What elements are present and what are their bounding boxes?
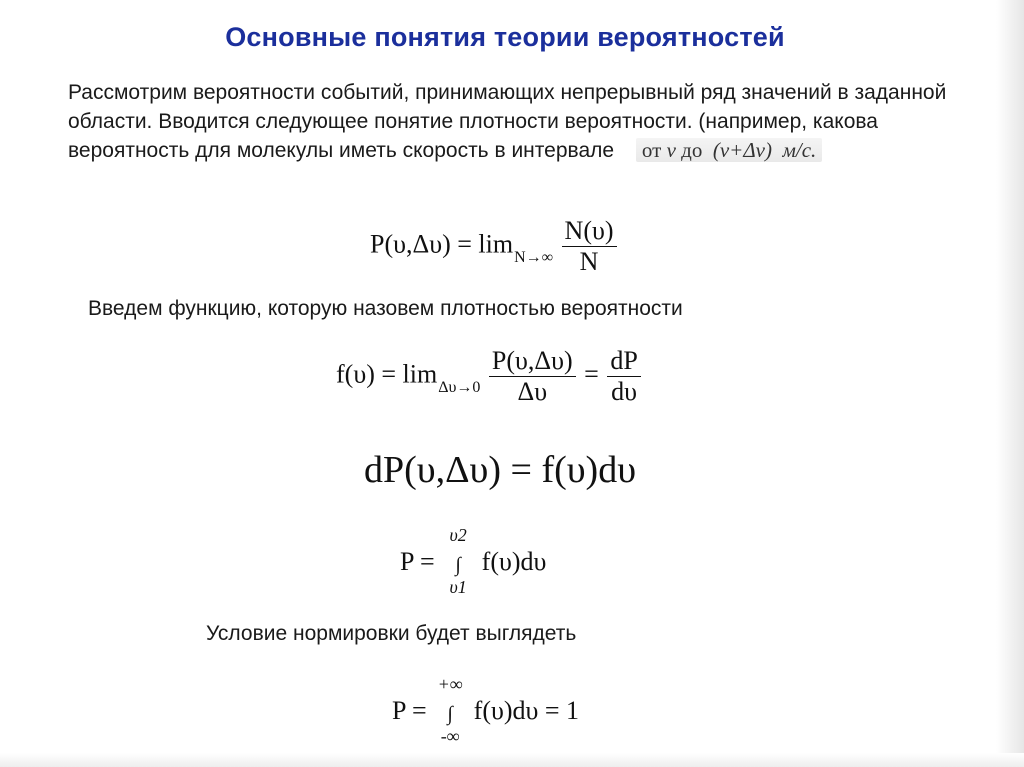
f2-num2: dP: [607, 346, 640, 377]
f5-integral-symbol: ∫: [447, 703, 453, 725]
differential-formula: dP(υ,Δυ) = f(υ)dυ: [364, 449, 637, 491]
intro-paragraph: [68, 79, 968, 166]
f2-fraction-1: [489, 346, 576, 407]
f2-num1: P(υ,Δυ): [489, 346, 576, 377]
f5-lower-limit: -∞: [440, 726, 460, 746]
f4-integral-symbol: ∫: [455, 554, 461, 576]
integral-formula: [400, 527, 546, 601]
f4-lower-limit: υ1: [449, 577, 467, 597]
f4-lhs: P =: [400, 546, 435, 576]
f1-fraction: [562, 216, 617, 277]
f2-den2: dυ: [611, 377, 637, 406]
range-to: до: [681, 138, 703, 163]
range-v: v: [666, 138, 676, 163]
f1-numerator: N(υ): [562, 216, 617, 247]
f2-fraction-2: [607, 346, 640, 407]
f5-upper-limit: +∞: [437, 674, 463, 694]
normalization-formula: [392, 676, 579, 750]
f2-limit-sub: Δυ→0: [438, 379, 481, 397]
f2-equals: =: [584, 359, 599, 389]
function-intro: Введем функцию, которую назовем плотностью вероятности: [88, 297, 683, 320]
intro-text: Рассмотрим вероятности событий, принимающих непрерывный ряд значений в заданной области. Вводится следующее понятие плотности вероятности. (например, какова вероятность для молекулы иметь скорость в интервале: [68, 81, 947, 163]
range-unit: м/с.: [782, 138, 817, 163]
slide-title: Основные понятия теории вероятностей: [225, 22, 785, 52]
f4-integrand: f(υ)dυ: [481, 546, 547, 576]
f2-lhs: f(υ) = lim: [336, 359, 438, 389]
f1-denominator: N: [579, 247, 599, 276]
range-expr: (v+Δv): [712, 138, 772, 163]
integral-sign: [443, 527, 473, 601]
f5-integrand: f(υ)dυ = 1: [473, 695, 580, 725]
slide-shadow-right: [996, 0, 1024, 767]
f2-den1: Δυ: [517, 377, 548, 406]
f4-upper-limit: υ2: [449, 525, 467, 545]
range-from: от: [641, 138, 662, 163]
f1-lhs: P(υ,Δυ) = lim: [370, 229, 514, 259]
velocity-interval: [636, 138, 822, 162]
density-formula: [336, 346, 643, 407]
normalization-intro: Условие нормировки будет выглядеть: [206, 622, 577, 645]
integral-sign: [435, 676, 465, 750]
slide-shadow-bottom: [0, 753, 1024, 767]
f1-limit-sub: N→∞: [514, 249, 554, 267]
f5-lhs: P =: [392, 695, 427, 725]
probability-limit-formula: [370, 216, 619, 277]
